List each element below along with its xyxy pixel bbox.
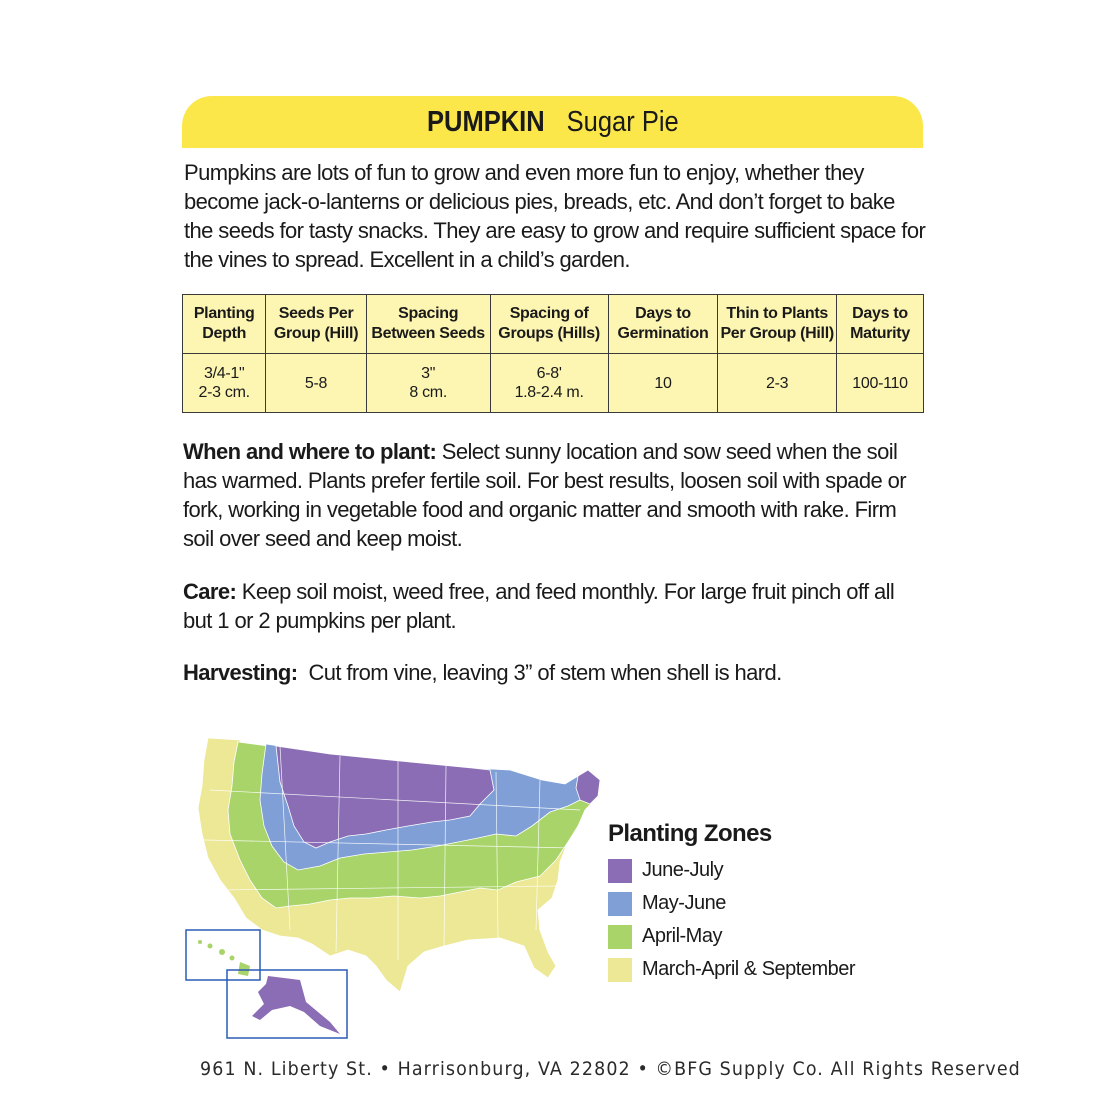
header-planting-depth: Planting Depth <box>183 295 266 354</box>
legend-swatch-march-april-september <box>608 958 632 982</box>
paragraph-line: but 1 or 2 pumpkins per plant. <box>183 608 457 633</box>
legend-item <box>608 887 855 920</box>
table-header-row <box>183 295 924 354</box>
harvesting-paragraph: Harvesting: Cut from vine, leaving 3” of stem when shell is hard. <box>183 660 782 685</box>
header-days-maturity: Days to Maturity <box>837 295 924 354</box>
header-days-germination: Days to Germination <box>608 295 718 354</box>
cell-seeds-per-group: 5-8 <box>266 354 366 413</box>
legend-label: May-June <box>642 892 726 914</box>
planting-zone-map <box>180 730 620 1040</box>
cell-days-germination: 10 <box>608 354 718 413</box>
legend-label: June-July <box>642 859 724 881</box>
legend-item <box>608 920 855 953</box>
legend-title: Planting Zones <box>608 820 772 847</box>
legend-swatch-may-june <box>608 892 632 916</box>
paragraph-line: has warmed. Plants prefer fertile soil. For best results, loosen soil with spade or <box>183 468 906 493</box>
map-zone-june-july-northeast <box>576 770 600 804</box>
header-seeds-per-group: Seeds Per Group (Hill) <box>266 295 366 354</box>
cell-spacing-seeds: 3" 8 cm. <box>366 354 490 413</box>
legend-swatch-june-july <box>608 859 632 883</box>
alaska-shape <box>252 976 340 1034</box>
table-row <box>183 354 924 413</box>
care-label: Care: <box>183 579 237 604</box>
footer-address: 961 N. Liberty St. • Harrisonburg, VA 22802 • ©BFG Supply Co. All Rights Reserved <box>200 1058 1021 1080</box>
legend-item <box>608 953 855 986</box>
when-where-label: When and where to plant: <box>183 439 437 464</box>
growing-info-table <box>182 294 924 413</box>
header-thin-plants: Thin to Plants Per Group (Hill) <box>718 295 837 354</box>
intro-line: the vines to spread. Excellent in a child’s garden. <box>184 247 630 272</box>
intro-line: the seeds for tasty snacks. They are easy to grow and require sufficient space for <box>184 218 926 243</box>
cell-thin-plants: 2-3 <box>718 354 837 413</box>
cell-spacing-groups: 6-8' 1.8-2.4 m. <box>490 354 608 413</box>
legend-label: April-May <box>642 925 722 947</box>
title-banner <box>182 96 923 148</box>
when-where-paragraph: When and where to plant: Select sunny location and sow seed when the soil has warmed. Plants prefer fertile soil. For best results, loosen soil with spade or fork, working in vegetable food and organic matter and smooth with rake. Firm soil over seed and keep moist. <box>183 437 923 553</box>
intro-line: Pumpkins are lots of fun to grow and even more fun to enjoy, whether they <box>184 160 864 185</box>
harvesting-label: Harvesting: <box>183 660 298 685</box>
title-variety: Sugar Pie <box>566 105 679 138</box>
title-bold: PUMPKIN <box>426 105 545 138</box>
header-spacing-seeds: Spacing Between Seeds <box>366 295 490 354</box>
header-spacing-groups: Spacing of Groups (Hills) <box>490 295 608 354</box>
paragraph-line: soil over seed and keep moist. <box>183 526 463 551</box>
legend-swatch-april-may <box>608 925 632 949</box>
planting-zones-legend <box>608 820 855 986</box>
legend-item <box>608 854 855 887</box>
intro-paragraph <box>184 158 924 274</box>
legend-label: March-April & September <box>642 958 856 980</box>
intro-line: become jack-o-lanterns or delicious pies, breads, etc. And don’t forget to bake <box>184 189 895 214</box>
care-paragraph: Care: Keep soil moist, weed free, and feed monthly. For large fruit pinch off all but 1 or 2 pumpkins per plant. <box>183 577 923 635</box>
paragraph-line: fork, working in vegetable food and organic matter and smooth with rake. Firm <box>183 497 897 522</box>
cell-days-maturity: 100-110 <box>837 354 924 413</box>
cell-planting-depth: 3/4-1" 2-3 cm. <box>183 354 266 413</box>
hawaii-inset <box>186 930 260 980</box>
